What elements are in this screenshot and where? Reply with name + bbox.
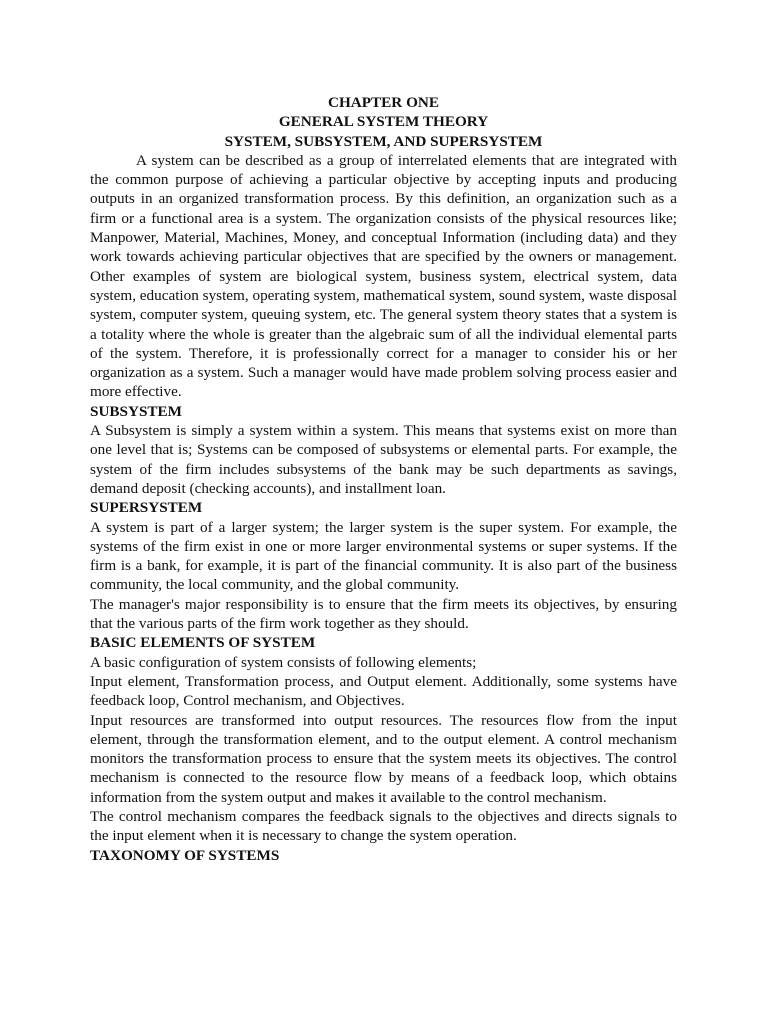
chapter-title: GENERAL SYSTEM THEORY: [278, 113, 489, 131]
chapter-label: CHAPTER ONE: [328, 94, 439, 111]
intro-paragraph: A system can be described as a group of interrelated elements that are integrated with the common purpose of achieving a particular objective by accepting inputs and producing outputs in an organized transformation process. By this definition, an organization such as a firm or a functional area is a system. The organization consists of the physical resources like; Manpower, Material, Machines, Money, and conceptual Information (including data) and they work towards achieving particular objectives that are specified by the owners or management. Other examples of system are biological system, business system, electrical system, data system, education system, operating system, mathematical system, sound system, waste disposal system, computer system, queuing system, etc. The general system theory states that a system is a totality where the whole is greater than the algebraic sum of all the individual elemental parts of the system. Therefore, it is professionally correct for a manager to consider his or her organization as a system. Such a manager would have made problem solving process easier and more effective.: [90, 151, 677, 401]
paragraph: Input element, Transformation process, and Output element. Additionally, some systems have feedback loop, Control mechanism, and Objectives.: [90, 672, 677, 710]
paragraph: A basic configuration of system consists of following elements;: [90, 653, 477, 671]
chapter-subtitle: SYSTEM, SUBSYSTEM, AND SUPERSYSTEM: [224, 132, 543, 150]
paragraph: A system is part of a larger system; the larger system is the super system. For example, the systems of the firm exist in one or more larger environmental systems or super systems. If the firm is a bank, for example, it is part of the financial community. It is also part of the business community, the local community, and the global community.: [90, 518, 677, 594]
paragraph: The control mechanism compares the feedback signals to the objectives and directs signals to the input element when it is necessary to change the system operation.: [90, 807, 677, 845]
section-heading-taxonomy: TAXONOMY OF SYSTEMS: [90, 846, 280, 864]
paragraph: A Subsystem is simply a system within a system. This means that systems exist on more than one level that is; Systems can be composed of subsystems or elemental parts. For example, the system of the firm includes subsystems of the bank may be such departments as savings, demand deposit (checking accounts), and installment loan.: [90, 422, 677, 497]
section-heading-basic-elements: BASIC ELEMENTS OF SYSTEM: [90, 634, 316, 652]
section-heading-supersystem: SUPERSYSTEM: [90, 499, 203, 517]
document-page: [90, 93, 677, 865]
paragraph: The manager's major responsibility is to ensure that the firm meets its objectives, by ensuring that the various parts of the firm work together as they should.: [90, 595, 677, 633]
paragraph: Input resources are transformed into output resources. The resources flow from the input element, through the transformation element, and to the output element. A control mechanism monitors the transformation process to ensure that the system meets its objectives. The control mechanism is connected to the resource flow by means of a feedback loop, which obtains information from the system output and makes it available to the control mechanism.: [90, 711, 677, 806]
section-heading-subsystem: SUBSYSTEM: [90, 402, 183, 420]
